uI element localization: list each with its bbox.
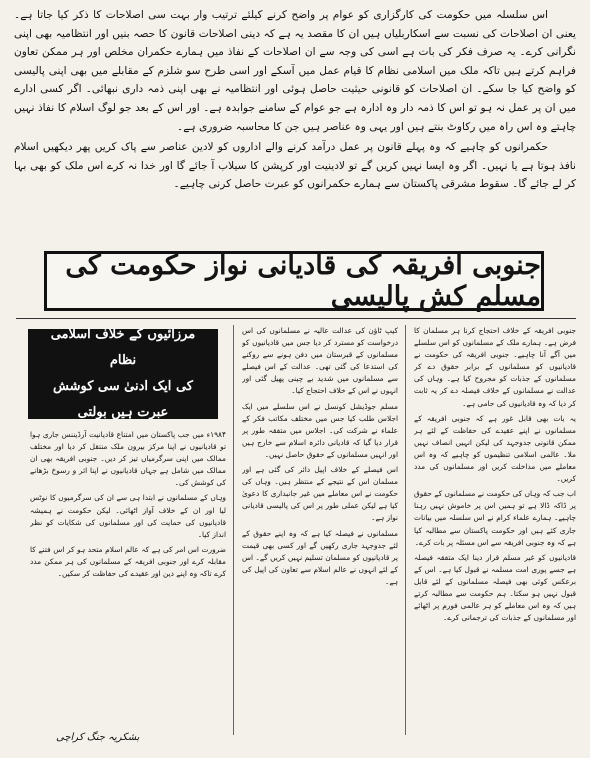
article-paragraph: ۱۹۸۴ء میں جب پاکستان میں امتناع قادیانیت آرڈیننس جاری ہوا تو قادیانیوں نے اپنا مرکز بیرون ملک منتقل کر دیا اور مختلف ممالک میں اپنی سرگرمیاں تیز کر دیں۔ جنوبی افریقہ بھی ان ممالک میں شامل ہے جہاں قادیانیوں نے اپنا اثر و رسوخ بڑھانے کی کوشش کی۔	[30, 430, 226, 488]
article-paragraph: مسلم جوڈیشل کونسل نے اس سلسلے میں ایک اجلاس طلب کیا جس میں مختلف مکاتب فکر کے علماء نے شرکت کی۔ اجلاس میں متفقہ طور پر قرار دیا گیا کہ قادیانی دائرہ اسلام سے خارج ہیں اور انہیں مسلمانوں کے حقوق حاصل نہیں۔	[242, 401, 398, 459]
article-paragraph: کیپ ٹاؤن کی عدالت عالیہ نے مسلمانوں کی اس درخواست کو مسترد کر دیا جس میں قادیانیوں کو مسلمانوں کے قبرستان میں دفن ہونے سے روکنے کی استدعا کی گئی تھی۔ عدالت کے اس فیصلے سے مسلمانوں میں شدید بے چینی پھیل گئی اور انہوں نے اس کے خلاف احتجاج کیا۔	[242, 326, 398, 396]
article-column-3	[30, 429, 226, 719]
intro-paragraph: اس سلسلہ میں حکومت کی کارگزاری کو عوام پر واضح کرنے کیلئے ترتیب وار بہت سی اصلاحات کا ذکر کیا جاتا ہے۔ یعنی ان اصلاحات کی نسبت سے اسکاربلیاں ہیں ان کا مقصد یہ ہے کہ دینی اصلاحات قانون کا حصہ بنیں اور انتظامیہ بھی اپنی نگرانی کرے۔ یہ صرف فکر کی بات ہے اسی کی وجہ سے ان اصلاحات کے نفاذ میں ہمارے حکمران مخلص اور ہر ممکن تعاون فراہم کرتے ہیں تاکہ ملک میں اسلامی نظام کا قیام عمل میں آسکے اور اسی طرح سو شلزم کے مقابلے میں بھی اپنی پالیسی کو واضح کیا جا سکے۔ ان اصلاحات کو قانونی حیثیت حاصل ہوئی اور انتظامیہ نے بھی اپنی ذمہ داری نبھائی۔ اگر کسی ادارے میں ان پر عمل نہ ہو تو اس کا ذمہ دار وہ ادارہ ہے جو عوام کے سامنے جوابدہ ہے۔ اور اس کے بعد جو لوگ اسلام کا نفاذ نہیں چاہتے وہ اس راہ میں رکاوٹ بنتے ہیں اور یہی وہ عناصر ہیں جن کا محاسبہ ضروری ہے۔	[14, 9, 576, 133]
article-paragraph: ضرورت اس امر کی ہے کہ عالم اسلام متحد ہو کر اس فتنے کا مقابلہ کرے اور جنوبی افریقہ کے مسلمانوں کی ہر ممکن مدد کرے تاکہ وہ اپنے دین اور عقیدے کی حفاظت کر سکیں۔	[30, 544, 226, 579]
pull-quote-line: کی ایک ادنیٰ سی کوشش	[53, 379, 193, 394]
article-paragraph: مسلمانوں نے فیصلہ کیا ہے کہ وہ اپنے حقوق کے لئے جدوجہد جاری رکھیں گے اور کسی بھی قیمت پر قادیانیوں کو مسلمان تسلیم نہیں کریں گے۔ اس کے لئے انہوں نے عالم اسلام سے تعاون کی اپیل کی ہے۔	[242, 528, 398, 586]
intro-paragraph: حکمرانوں کو چاہیے کہ وہ پہلے قانون پر عمل درآمد کرنے والے اداروں کو لادین عناصر سے پاک کریں پھر دیکھیں اسلام نافذ ہوتا ہے یا نہیں۔ اگر وہ ایسا نہیں کریں گے تو لادینیت اور کرپشن کا سیلاب آ جائے گا اور خدا نہ کرے اس ملک کو بھی بہا کر لے جائے گا۔ سقوط مشرقی پاکستان سے ہمارے حکمرانوں کو عبرت حاصل کرنی چاہیے۔	[14, 141, 576, 191]
article-paragraph: یہ بات بھی قابل غور ہے کہ جنوبی افریقہ کے مسلمانوں نے اپنے عقیدے کی حفاظت کے لئے ہر ممکن قانونی جدوجہد کی لیکن انہیں انصاف نہیں ملا۔ عالمی اسلامی تنظیموں کو چاہیے کہ وہ اس معاملے میں مداخلت کریں اور مسلمانوں کی مدد کریں۔	[414, 413, 576, 484]
article-paragraph: اب جب کہ وہاں کی حکومت نے مسلمانوں کے حقوق پر ڈاکہ ڈالا ہے تو ہمیں اس پر خاموش نہیں رہنا چاہیے۔ ہمارے علماء کرام نے اس سلسلہ میں بیانات جاری کئے ہیں اور حکومت پاکستان سے مطالبہ کیا ہے کہ وہ جنوبی افریقہ سے اس مسئلہ پر بات کرے۔	[414, 489, 576, 547]
article-body	[16, 318, 576, 747]
pull-quote-line: عبرت ہیں بولتی	[77, 405, 169, 420]
pull-quote-box	[28, 329, 218, 419]
article-paragraph: جنوبی افریقہ کے خلاف احتجاج کرنا ہر مسلمان کا فرض ہے۔ ہمارے ملک کے مسلمانوں کو اس سلسلے میں آگے آنا چاہیے۔ جنوبی افریقہ کی حکومت نے قادیانیوں کو مسلمانوں کے برابر حقوق دے کر مسلمانوں کے جذبات کو مجروح کیا ہے۔ وہاں کی عدالت نے مسلمانوں کے خلاف فیصلہ دے کر یہ ثابت کر دیا کہ وہ قادیانیوں کی حامی ہے۔	[414, 326, 576, 408]
article-column-2	[242, 325, 398, 743]
article-headline-box	[44, 251, 544, 311]
pull-quote-line: مرزائیوں کے خلاف اسلامی نظام	[50, 327, 196, 368]
intro-text	[14, 6, 576, 196]
article-paragraph: قادیانیوں کو غیر مسلم قرار دینا ایک متفقہ فیصلہ ہے جسے پوری امت مسلمہ نے قبول کیا ہے۔ اس کے برعکس کوئی بھی فیصلہ مسلمانوں کے لئے قابل قبول نہیں ہو سکتا۔ ہم حکومت سے مطالبہ کرتے ہیں کہ وہ اس معاملے کو ہر عالمی فورم پر اٹھائے اور مسلمانوں کے جذبات کی ترجمانی کرے۔	[414, 552, 576, 623]
article-headline: جنوبی افریقہ کی قادیانی نواز حکومت کی مسلم کش پالیسی	[65, 250, 541, 312]
column-divider	[405, 325, 406, 735]
source-credit: بشکریہ جنگ کراچی	[56, 732, 140, 743]
article-column-1	[414, 325, 576, 743]
article-paragraph: وہاں کے مسلمانوں نے ابتدا ہی سے ان کی سرگرمیوں کا نوٹس لیا اور ان کے خلاف آواز اٹھائی۔ لیکن حکومت نے ہمیشہ قادیانیوں کی حمایت کی اور مسلمانوں کی شکایات کو نظر انداز کیا۔	[30, 493, 226, 539]
column-divider	[233, 325, 234, 735]
article-paragraph: اس فیصلے کے خلاف اپیل دائر کی گئی ہے اور مسلمان اس کے نتیجے کے منتظر ہیں۔ وہاں کی حکومت نے اس معاملے میں غیر جانبداری کا دعویٰ کیا ہے لیکن عملی طور پر اس کی پالیسی قادیانی نواز ہے۔	[242, 465, 398, 523]
